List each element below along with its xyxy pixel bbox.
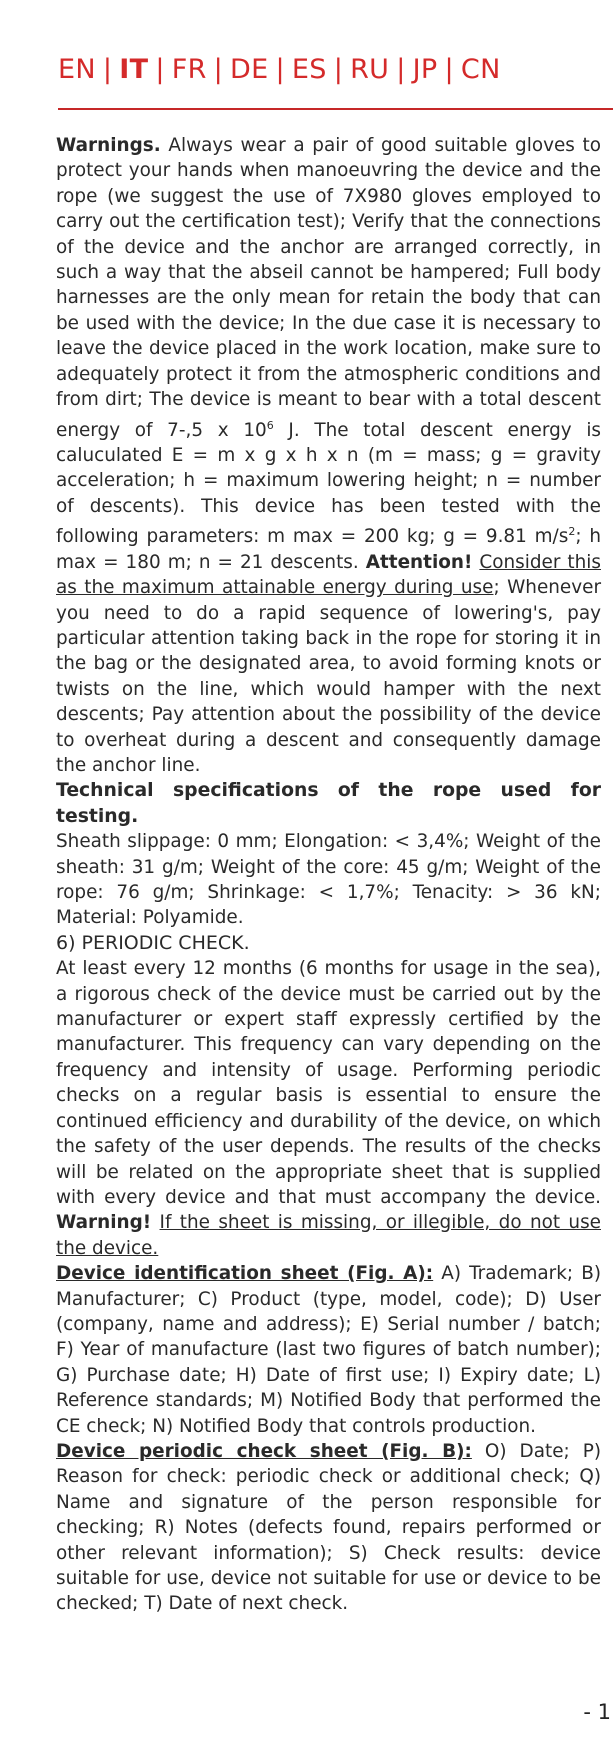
language-separator: |: [275, 54, 285, 85]
language-fr[interactable]: FR: [171, 54, 207, 85]
language-separator: |: [102, 54, 113, 85]
exponent-2: 2: [568, 525, 576, 539]
check-sheet-label: Device periodic check sheet (Fig. B):: [56, 1440, 472, 1462]
rope-specs-heading: Technical specifications of the rope used for testing.: [56, 780, 601, 827]
check-sheet-text: O) Date; P) Reason for check: periodic check or additional check; Q) Name and signature of the person responsible for checking; R) Notes (defects found, repairs performed or other relevant information); S) Check results: device suitable for use, device not suitable for use or device to be checked; T) Date of next check.: [56, 1440, 601, 1615]
page-number: - 1: [583, 1700, 611, 1724]
warning-label: Warning!: [56, 1212, 152, 1234]
exponent-6: 6: [266, 418, 274, 432]
language-jp[interactable]: JP: [412, 54, 438, 85]
periodic-check-text: At least every 12 months (6 months for usage in the sea), a rigorous check of the device must be carried out by the manufacturer or expert staff expressly certified by the manufacturer. This frequency can vary depending on the frequency and intensity of usage. Performing periodic checks on a regular basis is essential to ensure the continued efficiency and durability of the device, on which the safety of the user depends. The results of the checks will be related on the appropriate sheet that is supplied with every device and that must accompany the device.: [56, 958, 601, 1208]
language-selector: [58, 54, 501, 85]
rope-specs-text: Sheath slippage: 0 mm; Elongation: < 3,4%; Weight of the sheath: 31 g/m; Weight of the core: 45 g/m; Weight of the rope: 76 g/m; Shrinkage: < 1,7%; Tenacity: > 36 kN; Material: Polyamide.: [56, 831, 601, 929]
identification-sheet-text: A) Trademark; B) Manufacturer; C) Product (type, model, code); D) User (company, name and address); E) Serial number / batch; F) Year of manufacture (last two figures of batch number); G) Purchase date; H) Date of first use; I) Expiry date; L) Reference standards; M) Notified Body that performed the CE check; N) Notified Body that controls production.: [56, 1263, 601, 1437]
language-it[interactable]: IT: [119, 54, 149, 85]
language-separator: |: [333, 54, 344, 85]
periodic-check-paragraph: [56, 956, 601, 1261]
language-separator: |: [396, 54, 406, 85]
check-sheet-paragraph: [56, 1439, 601, 1617]
attention-label: Attention!: [365, 551, 473, 573]
header-divider: [58, 108, 613, 110]
language-cn[interactable]: CN: [460, 54, 501, 85]
identification-sheet-paragraph: [56, 1261, 601, 1439]
language-es[interactable]: ES: [291, 54, 327, 85]
warnings-text: Always wear a pair of good suitable gloves to protect your hands when manoeuvring the device and the rope (we suggest the use of 7X980 gloves employed to carry out the certification test); Verify that the connections of the device and the anchor are arranged correctly, in such a way that the abseil cannot be hampered; Full body harnesses are the only mean for retain the body that can be used with the device; In the due case it is necessary to leave the device placed in the work location, make sure to adequately protect it from the atmospheric conditions and from dirt; The device is meant to bear with a total descent energy of 7-,5 x $10^6$ J. The total descent energy is caluculated E = m x g x h x n (m = mass; g = gravity acceleration; h = maximum lowering height; n = number of descents). This device has been tested with the following parameters: m max = 200 kg; g = 9.81 $m/s^2$; h max = 180 m; n = 21 descents.: [56, 135, 602, 573]
warnings-text-end: ; Whenever you need to do a rapid sequence of lowering's, pay particular attention taking back in the rope for storing it in the bag or the designated area, to avoid forming knots or twists on the line, which would hamper with the next descents; Pay attention about the possibility of the device to overheat during a descent and consequently damage the anchor line.: [56, 577, 601, 776]
warnings-label: Warnings.: [56, 135, 161, 156]
warning-text: If the sheet is missing, or illegible, do not use the device.: [56, 1212, 601, 1259]
warnings-paragraph: [56, 133, 601, 778]
language-separator: |: [213, 54, 224, 85]
language-en[interactable]: EN: [58, 54, 96, 85]
document-body: [56, 133, 601, 1617]
section-title-periodic-check: 6) PERIODIC CHECK.: [56, 931, 250, 954]
language-de[interactable]: DE: [230, 54, 269, 85]
identification-sheet-label: Device identification sheet (Fig. A):: [56, 1263, 434, 1285]
language-separator: |: [444, 54, 454, 85]
language-ru[interactable]: RU: [350, 54, 390, 85]
language-separator: |: [155, 54, 165, 85]
attention-text: Consider this as the maximum attainable energy during use: [56, 551, 601, 599]
